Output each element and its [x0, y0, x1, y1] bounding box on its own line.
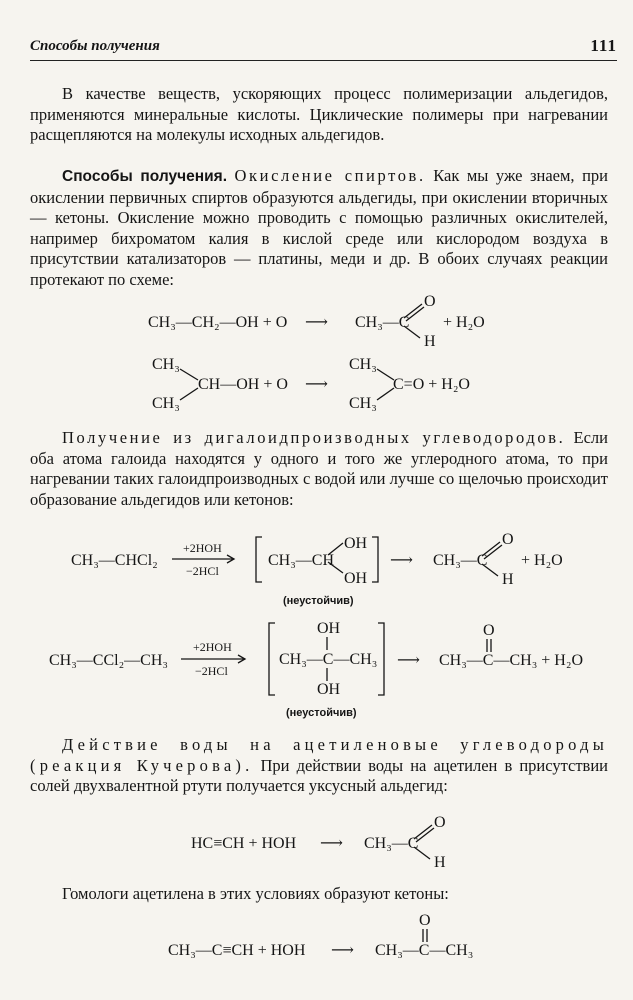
eq4-oxygen: O [483, 622, 495, 639]
eq2-ch3-top: CH₃ [152, 356, 180, 373]
eq2-prod-ch3-top: CH₃ [349, 356, 377, 373]
eq4-above-arrow: +2HOH [193, 640, 232, 654]
eq3-water: + H₂O [521, 552, 563, 569]
eq4-product: CH₃—C—CH₃ + H₂O [439, 652, 583, 669]
eq1-water: + H₂O [443, 314, 485, 331]
eq6-oxygen: O [419, 912, 431, 929]
eq2-arrow: ⟶ [305, 376, 328, 393]
eq3-intermediate: CH₃—CH [268, 552, 335, 569]
paragraph-polymerization: В качестве веществ, ускоряющих процесс полимеризации альдегидов, применяются минеральные кислоты. Циклические полимеры при нагревании расщепляются на молекулы исходных альдегидов. [30, 84, 608, 144]
eq4-below-arrow: −2HCl [195, 664, 228, 678]
eq3-oxygen: O [502, 531, 514, 548]
eq2-center: CH—OH + O [198, 376, 288, 393]
eq5-arrow: ⟶ [320, 835, 343, 852]
eq5-hydrogen: H [434, 854, 446, 871]
eq3-reactant: CH₃—CHCl₂ [71, 552, 158, 569]
oxidation-body: Как мы уже знаем, при окислении первичных спиртов образуются альдегиды, при окислении вторичных — кетоны. Окисление можно проводить с помощью различных окислителей, например бихроматом калия в кислой среде или кислородом воздуха в присутствии катализаторов — платины, меди и др. В обоих случаях реакции протекают по схеме: [30, 166, 608, 289]
eq1-product: CH₃—C [355, 314, 410, 331]
eq1-arrow: ⟶ [305, 314, 328, 331]
running-head: Способы получения [30, 38, 160, 54]
page-number: 111 [590, 36, 617, 55]
eq3-unstable-note: (неустойчив) [283, 595, 354, 607]
eq2-ch3-bottom: CH₃ [152, 395, 180, 412]
eq3-oh-top: OH [344, 535, 368, 552]
eq3-above-arrow: +2HOH [183, 541, 222, 555]
eq6-reactant: CH₃—C≡CH + HOH [168, 942, 306, 959]
eq6-product: CH₃—C—CH₃ [375, 942, 474, 959]
eq1-reactant: CH₃—CH₂—OH + O [148, 314, 288, 331]
eq4-oh-top: OH [317, 620, 341, 637]
eq4-arrow: ⟶ [397, 652, 420, 669]
kucherov-body: При действии воды на ацетилен в присутствии солей двухвалентной ртути получается уксусный альдегид: [30, 755, 609, 795]
eq3-hydrogen: H [502, 571, 514, 588]
paragraph-homologs: Гомологи ацетилена в этих условиях образуют кетоны: [62, 884, 449, 903]
kucherov-heading: Действие воды на ацетиленовые углеводороды (реакция Кучерова). [30, 735, 608, 775]
eq1-hydrogen: H [424, 333, 436, 350]
eq4-oh-bottom: OH [317, 681, 341, 698]
eq6-arrow: ⟶ [331, 942, 354, 959]
eq4-reactant: CH₃—CCl₂—CH₃ [49, 652, 168, 669]
dihalide-body: Если оба атома галоида находятся у одного и того же углеродного атома, то при нагревании таких галоидпроизводных с водой или лучше со щелочью происходит образование альдегидов или кетонов: [30, 428, 608, 509]
eq4-intermediate: CH₃—C—CH₃ [279, 651, 378, 668]
eq5-oxygen: O [434, 814, 446, 831]
dihalide-heading: Получение из дигалоидпроизводных углеводородов. [62, 428, 566, 447]
eq4-unstable-note: (неустойчив) [286, 707, 357, 719]
eq2-prod-ch3-bottom: CH₃ [349, 395, 377, 412]
oxidation-heading: Окисление спиртов. [234, 166, 426, 185]
section-label: Способы получения. [62, 168, 227, 185]
eq2-product: C=O + H₂O [393, 376, 470, 393]
eq3-arrow: ⟶ [390, 552, 413, 569]
eq5-reactant: HC≡CH + HOH [191, 835, 297, 852]
eq5-product: CH₃—C [364, 835, 419, 852]
eq3-below-arrow: −2HCl [186, 564, 219, 578]
eq3-oh-bottom: OH [344, 570, 368, 587]
eq1-oxygen: O [424, 293, 436, 310]
eq3-product: CH₃—C [433, 552, 488, 569]
